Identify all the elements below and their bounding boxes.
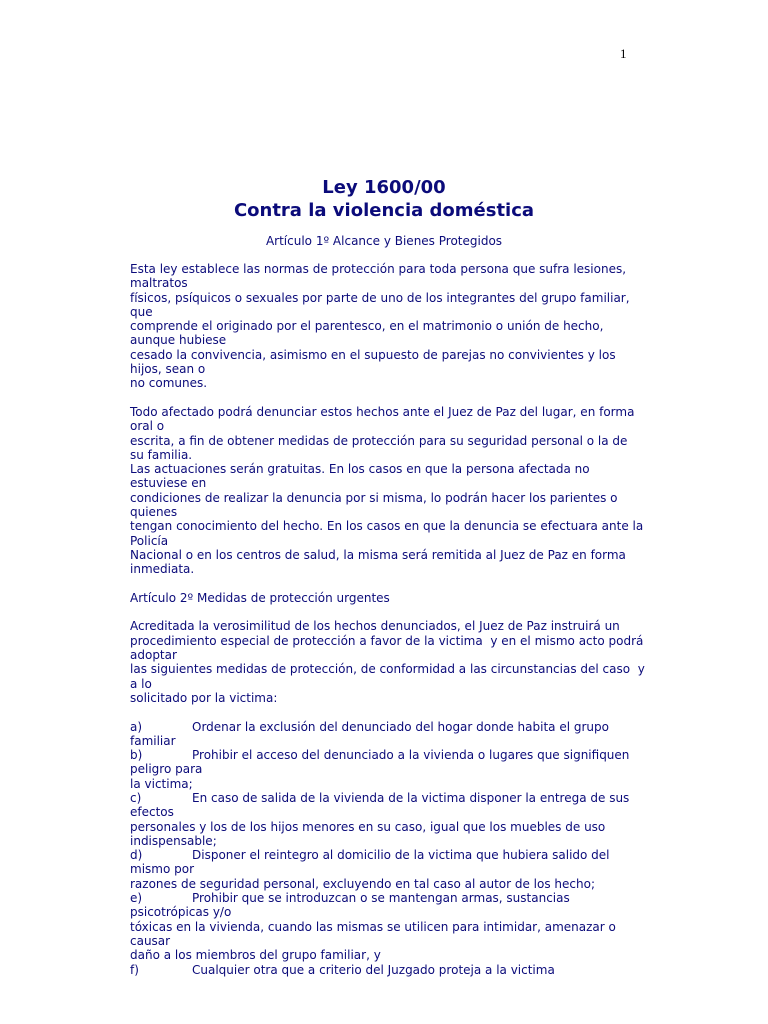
page-number: 1 (620, 46, 627, 61)
paragraph-1 (130, 262, 750, 391)
text-line: daño a los miembros del grupo familiar, y (130, 948, 381, 963)
text-line: Acreditada la verosimilitud de los hechos denunciados, el Juez de Paz instruirá un (130, 619, 620, 634)
text-line: que (130, 304, 153, 319)
text-line: efectos (130, 805, 174, 820)
text-line: su familia. (130, 447, 193, 462)
document-title: Ley 1600/00 (322, 177, 446, 198)
text-line: estuviese en (130, 476, 207, 491)
text-line: las siguientes medidas de protección, de conformidad a las circunstancias del caso y (130, 662, 645, 677)
text-line: tóxicas en la vivienda, cuando las mismas se utilicen para intimidar, amenazar o (130, 919, 616, 934)
text-line: Disponer el reintegro al domicilio de la victima que hubiera salido del (192, 848, 610, 863)
text-line: comprende el originado por el parentesco, en el matrimonio o unión de hecho, (130, 319, 604, 334)
text-line: cesado la convivencia, asimismo en el supuesto de parejas no convivientes y los (130, 347, 616, 362)
text-line: maltratos (130, 276, 188, 291)
text-line: causar (130, 933, 171, 948)
measures-list (130, 720, 750, 977)
article-1-heading: Artículo 1º Alcance y Bienes Protegidos (265, 234, 503, 248)
text-line: personales y los de los hijos menores en su caso, igual que los muebles de uso (130, 819, 606, 834)
document-subtitle: Contra la violencia doméstica (233, 200, 535, 221)
list-item (130, 748, 750, 791)
text-line: inmediata. (130, 562, 195, 577)
text-line: Prohibir el acceso del denunciado a la vivienda o lugares que signifiquen (192, 748, 630, 763)
text-line: Las actuaciones serán gratuitas. En los casos en que la persona afectada no (130, 462, 590, 477)
text-line: adoptar (130, 648, 177, 663)
text-line: Policía (130, 533, 169, 548)
text-line: condiciones de realizar la denuncia por si misma, lo podrán hacer los parientes o (130, 490, 618, 505)
list-marker: a) (130, 719, 143, 734)
text-line: quienes (130, 505, 178, 520)
list-item (130, 848, 750, 891)
text-line: hijos, sean o (130, 362, 206, 377)
text-line: oral o (130, 419, 165, 434)
text-line: Esta ley establece las normas de protección para toda persona que sufra lesiones, (130, 262, 627, 276)
paragraph-3 (130, 619, 750, 705)
paragraph-2 (130, 405, 750, 577)
text-line: Nacional o en los centros de salud, la misma será remitida al Juez de Paz en forma (130, 547, 626, 562)
list-marker: c) (130, 790, 142, 805)
text-line: Ordenar la exclusión del denunciado del hogar donde habita el grupo (192, 719, 609, 734)
text-line: procedimiento especial de protección a favor de la victima y en el mismo acto podrá (130, 633, 644, 648)
text-line: aunque hubiese (130, 333, 227, 348)
list-marker: b) (130, 748, 143, 763)
document-body (130, 262, 750, 977)
text-line: escrita, a fin de obtener medidas de protección para su seguridad personal o la de (130, 433, 628, 448)
text-line: Todo afectado podrá denunciar estos hechos ante el Juez de Paz del lugar, en forma (130, 404, 635, 419)
text-line: En caso de salida de la vivienda de la victima disponer la entrega de sus (192, 790, 630, 805)
list-marker: e) (130, 891, 143, 906)
list-item (130, 891, 750, 962)
text-line: la victima; (130, 776, 193, 791)
text-line: peligro para (130, 762, 203, 777)
text-line: razones de seguridad personal, excluyendo en tal caso al autor de los hecho; (130, 876, 595, 891)
list-item (130, 791, 750, 848)
text-line: indispensable; (130, 833, 217, 848)
list-marker: d) (130, 848, 143, 863)
text-line: solicitado por la victima: (130, 690, 278, 705)
text-line: no comunes. (130, 376, 208, 391)
text-line: tengan conocimiento del hecho. En los casos en que la denuncia se efectuara ante la (130, 519, 644, 534)
text-line: físicos, psíquicos o sexuales por parte de uno de los integrantes del grupo familiar, (130, 290, 630, 305)
text-line: Prohibir que se introduzcan o se mantengan armas, sustancias (192, 891, 570, 906)
text-line: mismo por (130, 862, 195, 877)
list-marker: f) (130, 962, 139, 977)
list-item (130, 720, 750, 749)
text-line: a lo (130, 676, 152, 691)
text-line: psicotrópicas y/o (130, 905, 232, 920)
text-line: Cualquier otra que a criterio del Juzgado proteja a la victima (192, 962, 555, 977)
text-line: familiar (130, 733, 176, 748)
list-item (130, 963, 750, 977)
article-2-heading: Artículo 2º Medidas de protección urgentes (130, 590, 390, 605)
